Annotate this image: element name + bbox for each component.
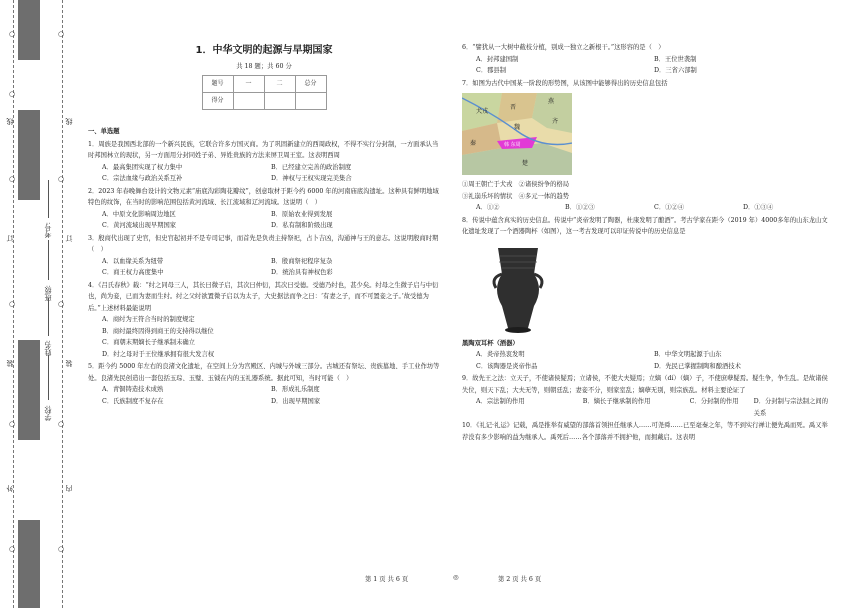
- map-label-han-dongzhou: 韩 东周: [504, 142, 521, 148]
- question-6: [462, 42, 832, 77]
- cup-caption: 黑陶双耳杯（酒器）: [462, 339, 519, 347]
- right-page: [462, 0, 832, 443]
- map-label-qin: 秦: [470, 140, 477, 147]
- question-4: [88, 280, 440, 361]
- binding-circle-9: ○: [58, 300, 65, 308]
- binding-circle-2: ○: [9, 90, 16, 98]
- option-a[interactable]: A．以血缘关系为纽带: [102, 257, 164, 265]
- score-header-total: 总分: [295, 76, 326, 93]
- fill-line-school[interactable]: [48, 355, 49, 400]
- option-d[interactable]: D．三省六部制: [654, 67, 697, 74]
- option-b[interactable]: B．已经建立完善的政治制度: [271, 163, 352, 171]
- option-a[interactable]: A．青铜铸造技术成熟: [102, 386, 164, 393]
- option-b[interactable]: B．王位世袭制: [654, 55, 697, 63]
- map-label-yan: 燕: [548, 98, 555, 105]
- marker-inner-ding: 订: [65, 235, 73, 242]
- option-b[interactable]: B．商纣最终因得到商王的支持得以继位: [102, 327, 214, 335]
- question-stem: 3．殷商代出现了史官，但史官起初并不是专司记事，而首先是负责主持祭祀，占卜吉凶，沟通神与王的意志。这说明殷商时期（ ）: [88, 234, 439, 253]
- historical-map-image: [462, 93, 572, 175]
- question-2: [88, 186, 440, 232]
- option-b[interactable]: B．①②③: [565, 204, 595, 211]
- score-header-one: 一: [233, 76, 264, 93]
- map-label-wei: 魏: [514, 124, 521, 131]
- fill-line-name[interactable]: [48, 298, 49, 336]
- marker-inner-line: 线: [65, 118, 73, 125]
- label-exam-no: 考号:: [44, 222, 52, 239]
- footer-page-1: 第 1 页 共 6 页: [365, 576, 409, 583]
- option-b[interactable]: B．形成礼乐制度: [271, 386, 320, 393]
- question-stem: 8．传说中蕴含真实的历史信息。传说中“炎帝发明了陶器，杜康发明了酿酒”。考古学家在距今（2019 年）4000多年的山东龙山文化遗址发现了一个酒器陶杯（如图），这一考古发现可以印证传说中的历史信息是: [462, 216, 828, 235]
- binding-bar-low: [18, 340, 40, 440]
- option-list: [88, 384, 440, 407]
- binding-circle-11: ○: [58, 545, 65, 553]
- binding-circle-8: ○: [58, 175, 65, 183]
- option-a[interactable]: A．封邦建国制: [476, 55, 519, 63]
- option-c[interactable]: C．宗法血缘与政治关系互补: [102, 175, 183, 182]
- option-a[interactable]: A．炎帝热衷发明: [476, 351, 525, 358]
- option-list: [462, 396, 832, 419]
- option-d[interactable]: D．统治具有神权色彩: [271, 269, 333, 276]
- question-stem: 5．距今约 5000 年左右的良渚文化遗址，在空间上分为宫殿区、内城与外城三部分。古城还有祭坛、贵族墓地、手工业作坊等处。良渚先民创造出一套包括玉琮、玉璧、玉钺在内的玉礼器系统。据此可知，当时可能（ ）: [88, 363, 440, 382]
- score-header-question: 题号: [202, 76, 233, 93]
- question-9: [462, 373, 832, 419]
- marker-outer-zhuang: 装: [6, 360, 14, 367]
- option-c[interactable]: C．黄河流域出现早期国家: [102, 222, 177, 229]
- question-stem: 7．如图为古代中国某一阶段的形势图，从该图中能够得出的历史信息包括: [462, 79, 668, 87]
- option-c[interactable]: C．商朝末期嫡长子继承制未确立: [102, 339, 195, 346]
- question-10: [462, 420, 832, 443]
- score-cell-one[interactable]: [233, 93, 264, 110]
- option-d[interactable]: D．纣之母对于王位继承拥有很大发言权: [102, 350, 215, 358]
- marker-inner-zhuang: 装: [65, 360, 73, 367]
- label-name: 姓名:: [44, 340, 52, 357]
- section-heading: 一、单选题: [88, 128, 120, 135]
- map-label-chu: 楚: [522, 160, 529, 167]
- paper-subtitle: 共 18 题；共 60 分: [236, 62, 292, 70]
- subitem-2: ③礼崩乐坏的情状 ④多元一体的趋势: [462, 192, 570, 200]
- binding-circle-4: ○: [9, 300, 16, 308]
- footer-center-mark: ◎: [453, 574, 459, 581]
- option-b[interactable]: B．原始农业得到发展: [271, 210, 333, 218]
- fill-line-exam-no[interactable]: [48, 180, 49, 218]
- label-school: 学校:: [44, 405, 52, 422]
- option-a[interactable]: A．商纣为王符合当时的制度规定: [102, 316, 195, 323]
- option-a[interactable]: A．宗法制的作用: [476, 398, 525, 405]
- question-3: [88, 233, 440, 279]
- black-pottery-cup-image: [488, 244, 548, 336]
- binding-bar-top: [18, 0, 40, 60]
- option-d[interactable]: D．①③④: [743, 204, 774, 211]
- question-5: [88, 361, 440, 407]
- paper-title: 1．中华文明的起源与早期国家: [195, 45, 333, 56]
- question-stem: 9．故先王之法：立天子，不使诸侯疑焉；立诸侯，不使大夫疑焉；立嫡（dí）（嫡）子，不使庶孽疑焉。疑生争，争生乱。是故诸侯失位，则天下乱；大夫无等，则朝廷乱；妻妾不分，则家室乱；嫡孽无别，则宗族乱。材料主要论证了: [462, 375, 828, 394]
- binding-bar-bottom: [18, 520, 40, 608]
- left-page: [88, 0, 440, 407]
- question-stem: 1．周族是我国西北部的一个新兴民族，它联合许多方国灭商。为了巩固新建立的西周政权，不得不实行分封制，一方面承认当时邦国林立的现状，另一方面用分封同姓子弟、异姓贵族的方法来屏卫周王室。这表明西周: [88, 140, 439, 159]
- option-a[interactable]: A．中原文化影响周边地区: [102, 210, 176, 218]
- binding-bar-mid: [18, 110, 40, 200]
- question-stem: 4．《吕氏春秋》载：“纣之同母三人，其长曰微子启，其次曰仲衍，其次曰受德。受德乃纣也，甚少矣。纣母之生微子启与中衍也，尚为妾，已而为妻而生纣。纣之父纣欲置微子启以为太子，大史据法而争之曰：‘有妻之子，而不可置妾之子。’故受德为后。”上述材料最能说明: [88, 281, 439, 312]
- score-cell-total[interactable]: [295, 93, 326, 110]
- map-graphic: [462, 93, 572, 175]
- option-list: [462, 349, 832, 372]
- option-list: [88, 314, 440, 360]
- option-c[interactable]: C．郡县制: [476, 67, 507, 74]
- option-d[interactable]: D．私有制和阶级出现: [271, 222, 333, 229]
- option-c[interactable]: C．该陶器是炎帝作品: [476, 362, 538, 370]
- option-d[interactable]: D．出现早期国家: [271, 397, 321, 405]
- question-1: [88, 139, 440, 185]
- binding-circle-5: ○: [9, 420, 16, 428]
- option-d[interactable]: D．分封制与宗法制之间的关系: [753, 398, 828, 417]
- option-list: [462, 54, 832, 77]
- option-b[interactable]: B．嫡长子继承制的作用: [582, 398, 651, 405]
- option-c[interactable]: C．分封制的作用: [689, 398, 739, 405]
- question-8: [462, 215, 832, 373]
- binding-circle-3: ○: [9, 175, 16, 183]
- question-7: [462, 78, 832, 214]
- score-table: [202, 75, 327, 110]
- option-list: [88, 162, 440, 185]
- score-header-two: 二: [264, 76, 295, 93]
- option-c[interactable]: C．商王权力高度集中: [102, 269, 164, 276]
- marker-outer-line: 线: [6, 118, 14, 125]
- option-d[interactable]: D．神权与王权实现完美集合: [271, 175, 352, 182]
- fill-line-class[interactable]: [48, 240, 49, 280]
- option-a[interactable]: A．①②: [476, 204, 500, 211]
- option-list: [462, 202, 832, 214]
- option-c[interactable]: C．①②④: [654, 204, 685, 211]
- option-b[interactable]: B．殷商祭祀程序复杂: [271, 257, 333, 265]
- question-stem: 10．《礼记·礼运》记载，禹是推举有威望的部落首领担任继承人……可尧舜……已至毫秦之年，等不到实行禅让便先禹而死。禹又举荐没有多少影响的益为继承人。禹死后……各个部落并不拥护他，而拥戴启。这表明: [462, 422, 828, 441]
- question-stem: 2．2023 年春晚舞台设计的文物元素“庙底沟彩陶花瓣纹”，创意取材于距今约 6000 年的河南庙底沟遗址。这种具有鲜明地域特色的纹饰，在当时的影响范围包括黄河流域、长江流域和辽河流域。这说明（ ）: [88, 187, 439, 206]
- marker-outer-wai: 外: [6, 485, 14, 492]
- question-stem: 6．“譬犹从一大树中截枝分植，别成一独立之新根干。”这形容的是（ ）: [462, 44, 665, 51]
- cup-graphic: [488, 244, 548, 336]
- score-row-label: 得分: [202, 93, 233, 110]
- option-list: [88, 256, 440, 279]
- marker-inner-nei: 内: [65, 485, 73, 492]
- binding-circle-6: ○: [9, 545, 16, 553]
- binding-circle-1: ○: [9, 30, 16, 38]
- subitem-1: ①周王朝亡于犬戎 ②诸侯纷争的格局: [462, 181, 570, 188]
- map-label-qi: 齐: [552, 118, 559, 125]
- binding-circle-7: ○: [58, 30, 65, 38]
- marker-outer-ding: 订: [6, 235, 14, 242]
- map-label-jin: 晋: [510, 104, 517, 111]
- footer-page-2: 第 2 页 共 6 页: [498, 576, 542, 583]
- binding-strip: [0, 0, 76, 608]
- option-d[interactable]: D．先民已掌握制陶和酿酒技术: [654, 362, 741, 370]
- option-c[interactable]: C．氏族制度不复存在: [102, 397, 164, 405]
- option-b[interactable]: B．中华文明起源于山东: [654, 351, 722, 358]
- binding-circle-10: ○: [58, 420, 65, 428]
- score-cell-two[interactable]: [264, 93, 295, 110]
- label-class: 班级:: [44, 285, 52, 302]
- option-a[interactable]: A．最高集团实现了权力集中: [102, 163, 183, 171]
- option-list: [88, 209, 440, 232]
- map-label-quanrong: 犬戎: [476, 108, 489, 115]
